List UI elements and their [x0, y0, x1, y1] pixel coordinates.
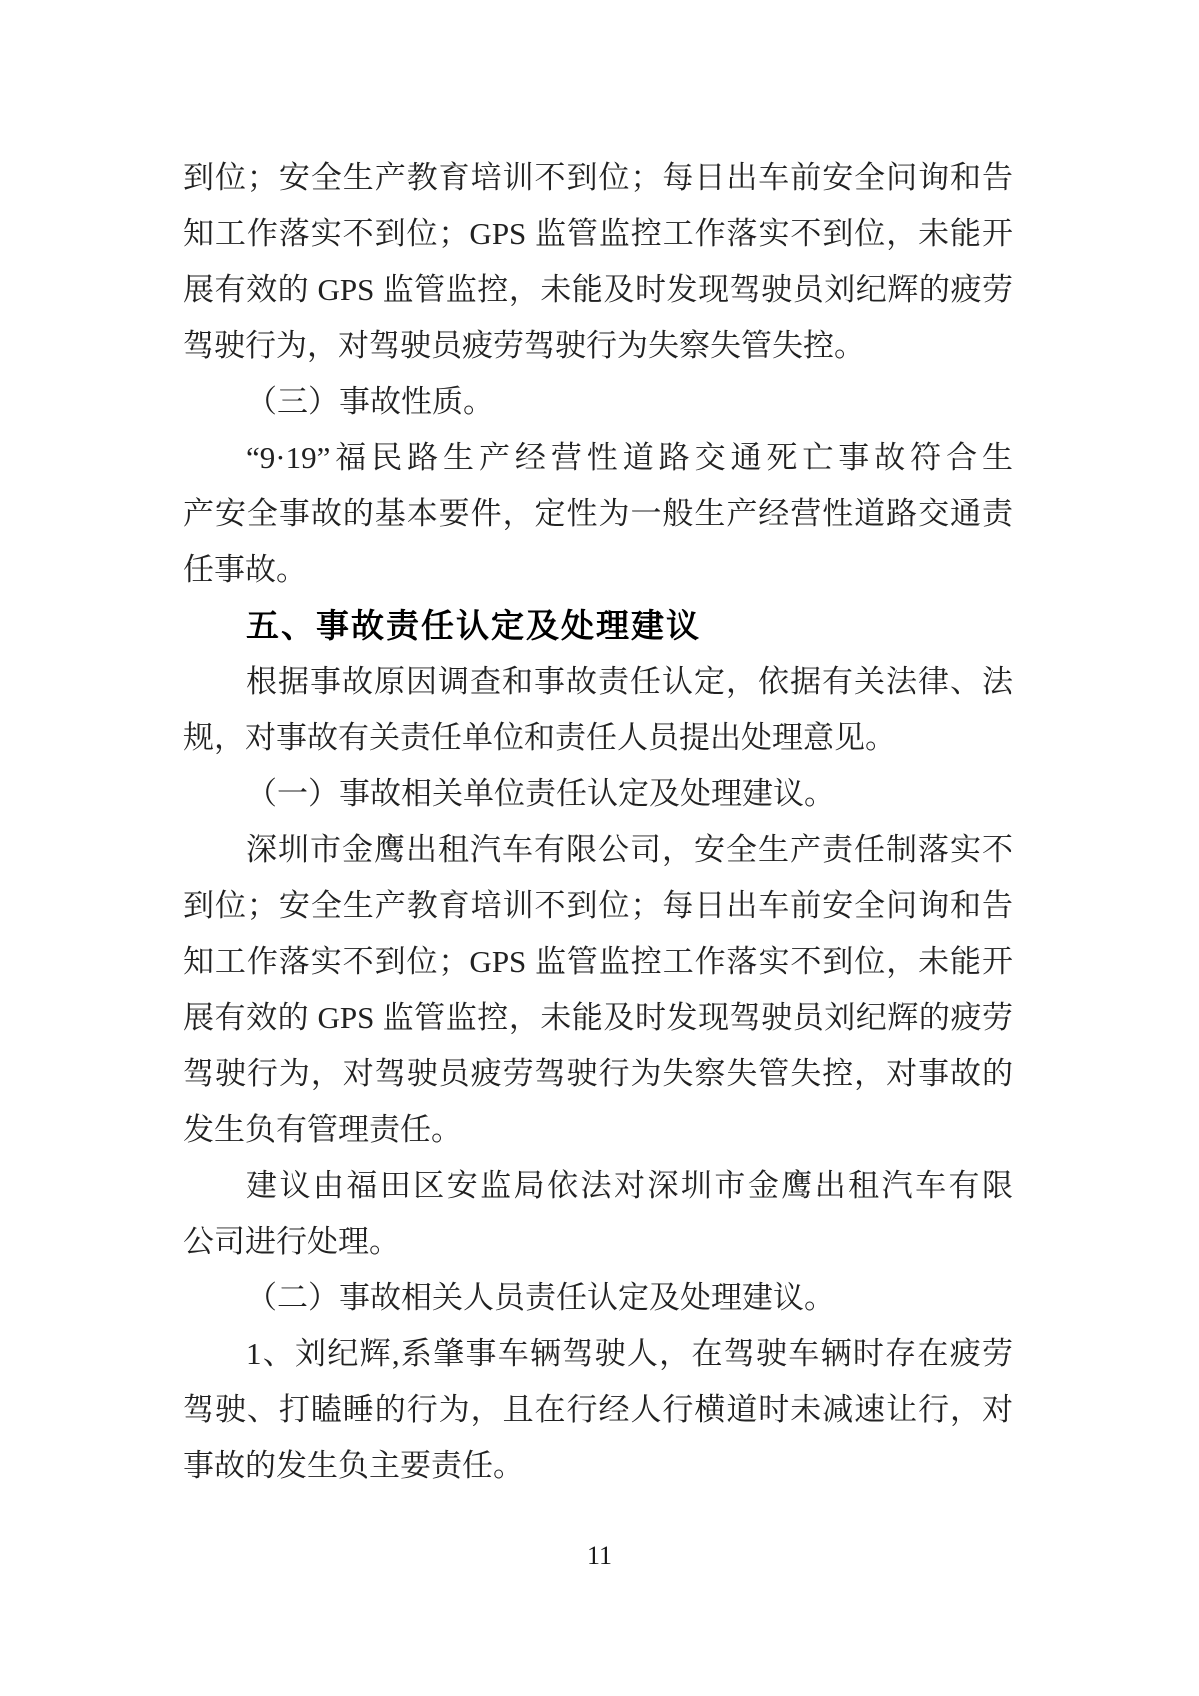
- subsection-heading-unit-responsibility: （一）事故相关单位责任认定及处理建议。: [246, 776, 835, 811]
- text-line: “9·19”福民路生产经营性道路交通死亡事故符合生: [246, 440, 1013, 475]
- text-line: 任事故。: [183, 552, 307, 587]
- text-line: 根据事故原因调查和事故责任认定，依据有关法律、法: [246, 664, 1013, 699]
- text-line: 1、刘纪辉,系肇事车辆驾驶人，在驾驶车辆时存在疲劳: [246, 1336, 1013, 1371]
- text-line: 展有效的 GPS 监管监控，未能及时发现驾驶员刘纪辉的疲劳: [183, 1000, 1013, 1035]
- text-line: 深圳市金鹰出租汽车有限公司，安全生产责任制落实不: [246, 832, 1013, 867]
- text-line: 展有效的 GPS 监管监控，未能及时发现驾驶员刘纪辉的疲劳: [183, 272, 1013, 307]
- text-line: 驾驶行为，对驾驶员疲劳驾驶行为失察失管失控，对事故的: [183, 1056, 1013, 1091]
- page-number: 11: [586, 1541, 613, 1570]
- text-line: 驾驶、打瞌睡的行为，且在行经人行横道时未减速让行，对: [183, 1392, 1013, 1427]
- text-line: 驾驶行为，对驾驶员疲劳驾驶行为失察失管失控。: [183, 328, 865, 363]
- text-line: 到位；安全生产教育培训不到位；每日出车前安全问询和告: [183, 160, 1013, 195]
- text-line: 规，对事故有关责任单位和责任人员提出处理意见。: [183, 720, 896, 755]
- section-heading-responsibility: 五、事故责任认定及处理建议: [246, 607, 701, 644]
- subsection-heading-person-responsibility: （二）事故相关人员责任认定及处理建议。: [246, 1280, 835, 1315]
- text-line: 知工作落实不到位；GPS 监管监控工作落实不到位，未能开: [183, 944, 1013, 979]
- subsection-heading-accident-nature: （三）事故性质。: [246, 384, 494, 419]
- text-line: 到位；安全生产教育培训不到位；每日出车前安全问询和告: [183, 888, 1013, 923]
- text-line: 发生负有管理责任。: [183, 1112, 462, 1147]
- text-line: 知工作落实不到位；GPS 监管监控工作落实不到位，未能开: [183, 216, 1013, 251]
- text-line: 产安全事故的基本要件，定性为一般生产经营性道路交通责: [183, 496, 1013, 531]
- text-line: 公司进行处理。: [183, 1224, 400, 1259]
- text-line: 建议由福田区安监局依法对深圳市金鹰出租汽车有限: [246, 1168, 1013, 1203]
- document-body: [183, 150, 1013, 1494]
- text-line: 事故的发生负主要责任。: [183, 1448, 524, 1483]
